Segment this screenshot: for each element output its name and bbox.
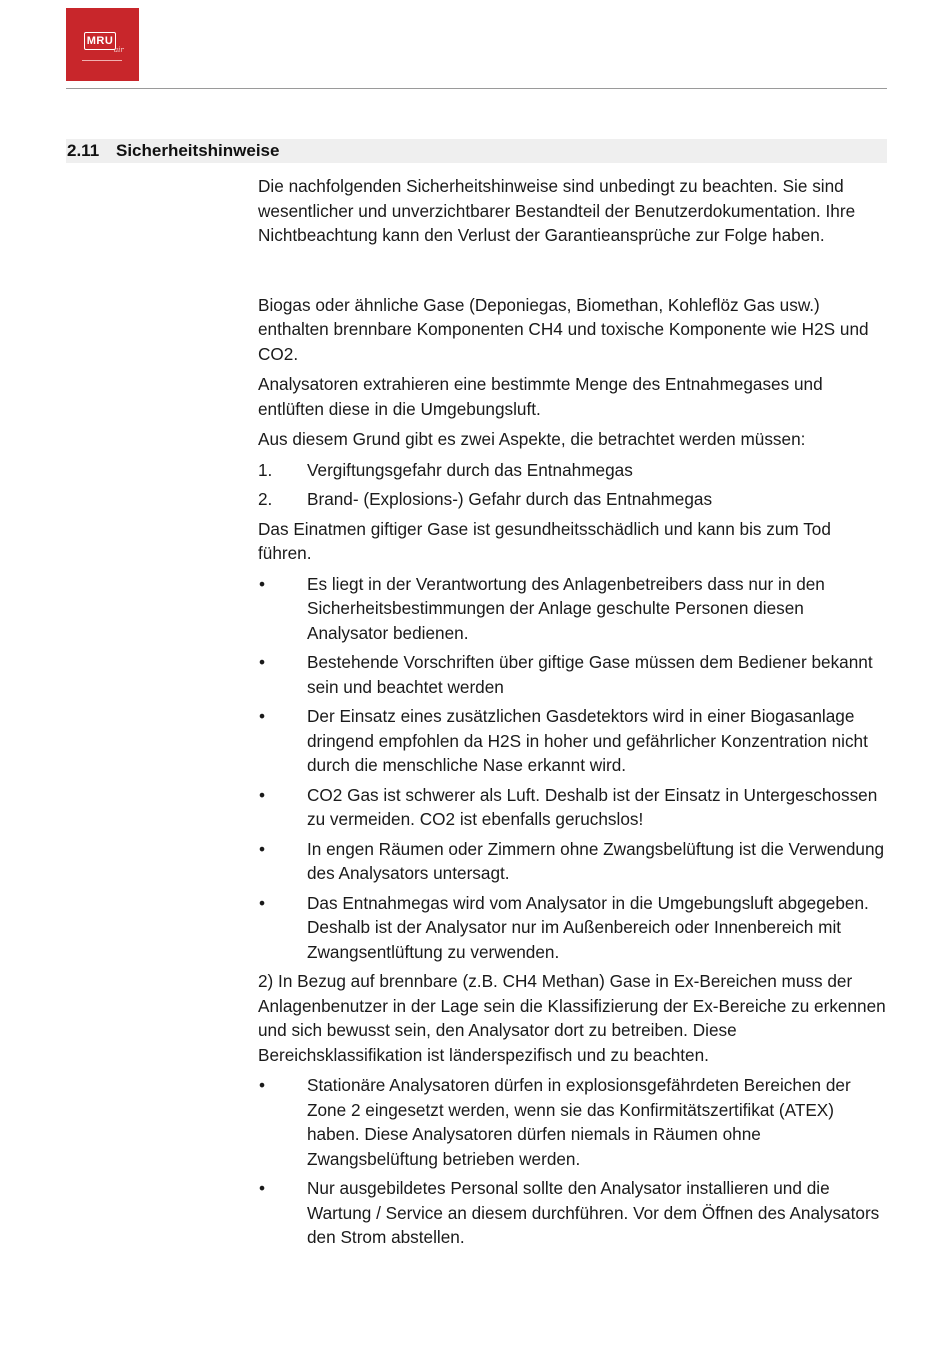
section-number: 2.11 [67, 141, 100, 160]
section-body [258, 174, 888, 1255]
list-number: 1. [258, 459, 273, 480]
list-item-text: Der Einsatz eines zusätzlichen Gasdetektors wird in einer Biogasanlage dringend empfohlen da H2S in hoher und gefährlicher Konzentration nicht durch die menschliche Nase erkannt wird. [307, 706, 868, 775]
intro-paragraph: Die nachfolgenden Sicherheitshinweise sind unbedingt zu beachten. Sie sind wesentlicher und unverzichtbarer Bestandteil der Benutzerdokumentation. Ihre Nichtbeachtung kann den Verlust der Garantieansprüche zur Folge haben. [258, 176, 856, 245]
list-item [258, 704, 888, 778]
logo-divider [82, 60, 122, 61]
company-logo [66, 8, 139, 81]
list-item [258, 783, 888, 832]
list-item [258, 458, 888, 483]
list-item-text: Brand- (Explosions-) Gefahr durch das Entnahmegas [307, 489, 713, 509]
bullet-icon: • [259, 838, 266, 859]
bullet-icon: • [259, 1075, 266, 1095]
list-item-text: Vergiftungsgefahr durch das Entnahmegas [307, 459, 633, 480]
bullet-list-ex-zones [258, 1073, 888, 1250]
list-item [258, 572, 888, 646]
header-rule [66, 88, 887, 89]
bullet-icon: • [259, 652, 266, 672]
paragraph-toxic: Das Einatmen giftiger Gase ist gesundheitsschädlich und kann bis zum Tod führen. [258, 518, 831, 563]
list-item-text: Es liegt in der Verantwortung des Anlagenbetreibers dass nur in den Sicherheitsbestimmungen der Anlage geschulte Personen diesen Analysator bedienen. [307, 573, 825, 643]
bullet-icon: • [259, 706, 266, 726]
list-item-text: Bestehende Vorschriften über giftige Gase müssen dem Bediener bekannt sein und beachtet werden [307, 652, 873, 697]
list-item [258, 487, 888, 512]
paragraph-aspects: Aus diesem Grund gibt es zwei Aspekte, die betrachtet werden müssen: [258, 429, 806, 449]
section-title: Sicherheitshinweise [116, 141, 280, 160]
numbered-list [258, 458, 888, 512]
list-item [258, 891, 888, 965]
list-item-text: Das Entnahmegas wird vom Analysator in die Umgebungsluft abgegeben. Deshalb ist der Analysator nur im Außenbereich oder Innenbereich mit Zwangsentlüftung zu verwenden. [307, 892, 869, 962]
paragraph-biogas: Biogas oder ähnliche Gase (Deponiegas, Biomethan, Kohleflöz Gas usw.) enthalten brennbare Komponenten CH4 und toxische Komponente wie H2S und CO2. [258, 294, 869, 364]
list-item-text: In engen Räumen oder Zimmern ohne Zwangsbelüftung ist die Verwendung des Analysators untersagt. [307, 838, 885, 883]
list-item-text: Stationäre Analysatoren dürfen in explosionsgefährdeten Bereichen der Zone 2 eingesetzt werden, wenn sie das Konfirmitätszertifikat (ATEX) haben. Diese Analysatoren dürfen niemals in Räumen ohne Zwangsbelüftung betrieben werden. [307, 1075, 851, 1169]
bullet-icon: • [259, 573, 266, 594]
bullet-list-toxic [258, 572, 888, 965]
list-item [258, 1073, 888, 1171]
bullet-icon: • [259, 784, 266, 805]
logo-text: MRU [84, 32, 116, 50]
list-item [258, 837, 888, 886]
paragraph-ex-zones: 2) In Bezug auf brennbare (z.B. CH4 Methan) Gase in Ex-Bereichen muss der Anlagenbenutzer in der Lage sein die Klassifizierung der Ex-Bereiche zu erkennen und sich bewusst sein, den Analysator dort zu betreiben. Diese Bereichsklassifikation ist länderspezifisch und zu beachten. [258, 971, 886, 1065]
list-item [258, 1176, 888, 1250]
list-item-text: Nur ausgebildetes Personal sollte den Analysator installieren und die Wartung / Service an diesem durchführen. Vor dem Öffnen des Analysators den Strom abstellen. [307, 1178, 880, 1247]
paragraph-analysers: Analysatoren extrahieren eine bestimmte Menge des Entnahmegases und entlüften diese in die Umgebungsluft. [258, 374, 823, 419]
list-item [258, 650, 888, 699]
list-item-text: CO2 Gas ist schwerer als Luft. Deshalb ist der Einsatz in Untergeschossen zu vermeiden. CO2 ist ebenfalls geruchslos! [307, 784, 878, 829]
list-number: 2. [258, 489, 273, 509]
bullet-icon: • [259, 892, 266, 913]
bullet-icon: • [259, 1178, 266, 1198]
logo-subtext: air [114, 46, 124, 54]
